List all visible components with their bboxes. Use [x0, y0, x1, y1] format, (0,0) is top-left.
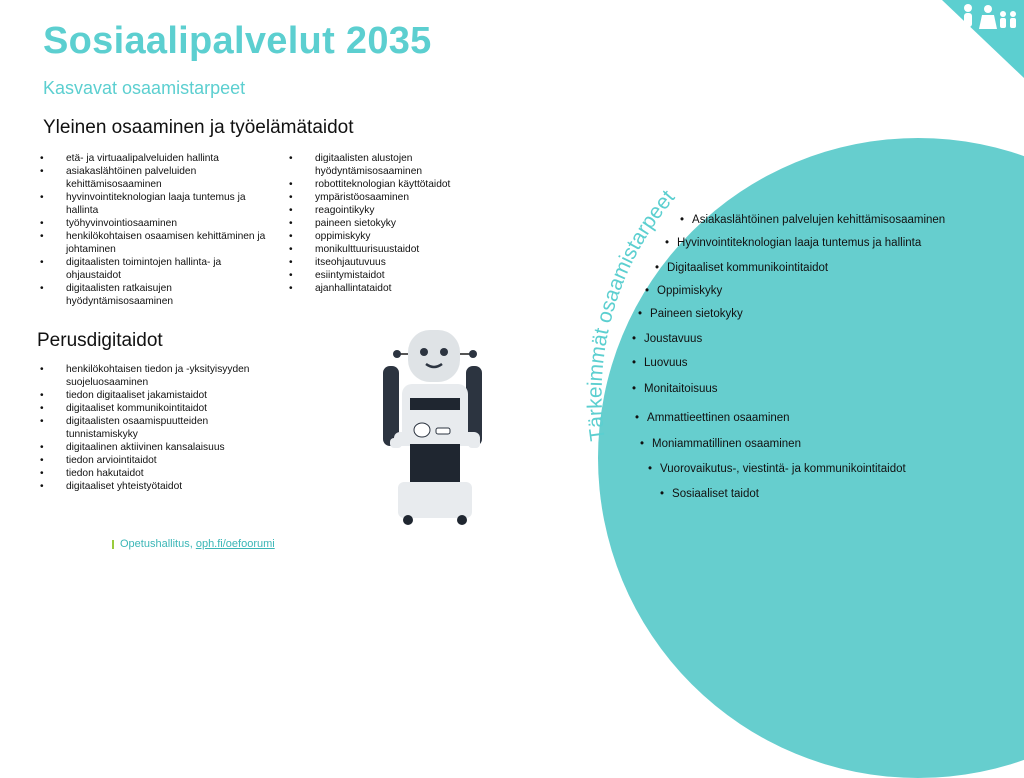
important-item: • Vuorovaikutus-, viestintä- ja kommunikointitaidot — [648, 463, 906, 475]
footer-org: Opetushallitus, — [120, 538, 193, 550]
important-item: • Sosiaaliset taidot — [660, 488, 759, 500]
important-item: • Paineen sietokyky — [638, 308, 743, 320]
list-item: • tiedon arviointitaidot — [40, 454, 280, 467]
important-item: • Luovuus — [632, 357, 688, 369]
list-item: • digitaalisten osaamispuutteiden tunnistamiskyky — [40, 415, 280, 441]
footer-bar — [112, 540, 114, 549]
list-item: • tiedon hakutaidot — [40, 467, 280, 480]
list-item: • monikulttuurisuustaidot — [289, 243, 489, 256]
list-item: • robottiteknologian käyttötaidot — [289, 178, 489, 191]
list-item: • itseohjautuvuus — [289, 256, 489, 269]
important-item: • Digitaaliset kommunikointitaidot — [655, 262, 828, 274]
important-item: • Moniammatillinen osaaminen — [640, 438, 801, 450]
important-item: • Oppimiskyky — [645, 285, 722, 297]
list-item: • tiedon digitaaliset jakamistaidot — [40, 389, 280, 402]
list-item: • oppimiskyky — [289, 230, 489, 243]
footer-link[interactable]: oph.fi/oefoorumi — [195, 538, 275, 550]
list-item: • digitaaliset yhteistyötaidot — [40, 480, 280, 493]
important-item: • Monitaitoisuus — [632, 383, 718, 395]
list-item: • ajanhallintataidot — [289, 282, 489, 295]
list-item: • esiintymistaidot — [289, 269, 489, 282]
list-item: • henkilökohtaisen tiedon ja -yksityisyyden suojeluosaaminen — [40, 363, 280, 389]
general-heading: Yleinen osaaminen ja työelämätaidot — [43, 117, 354, 138]
list-item: • digitaalisten alustojen hyödyntämisosaaminen — [289, 152, 489, 178]
list-item: • digitaaliset kommunikointitaidot — [40, 402, 280, 415]
page-subtitle: Kasvavat osaamistarpeet — [43, 78, 246, 98]
list-item: • hyvinvointiteknologian laaja tuntemus ja hallinta — [40, 191, 278, 217]
footer — [112, 538, 275, 550]
basic-heading: Perusdigitaidot — [37, 330, 163, 351]
important-item: • Hyvinvointiteknologian laaja tuntemus ja hallinta — [665, 237, 921, 249]
list-item: • digitaalisten ratkaisujen hyödyntämisosaaminen — [40, 282, 278, 308]
important-item: • Asiakaslähtöinen palvelujen kehittämisosaaminen — [680, 214, 945, 226]
list-item: • etä- ja virtuaalipalveluiden hallinta — [40, 152, 278, 165]
list-item: • henkilökohtaisen osaamisen kehittäminen ja johtaminen — [40, 230, 278, 256]
list-item: • reagointikyky — [289, 204, 489, 217]
list-item: • digitaalisten toimintojen hallinta- ja ohjaustaidot — [40, 256, 278, 282]
list-item: • asiakaslähtöinen palveluiden kehittämisosaaminen — [40, 165, 278, 191]
list-item: • ympäristöosaaminen — [289, 191, 489, 204]
page-title: Sosiaalipalvelut 2035 — [43, 20, 432, 62]
list-item: • paineen sietokyky — [289, 217, 489, 230]
list-item: • digitaalinen aktiivinen kansalaisuus — [40, 441, 280, 454]
svg-text:Tärkeimmät osaamistarpeet: Tärkeimmät osaamistarpeet — [583, 185, 680, 443]
list-item: • työhyvinvointiosaaminen — [40, 217, 278, 230]
important-item: • Ammattieettinen osaaminen — [635, 412, 790, 424]
important-item: • Joustavuus — [632, 333, 702, 345]
